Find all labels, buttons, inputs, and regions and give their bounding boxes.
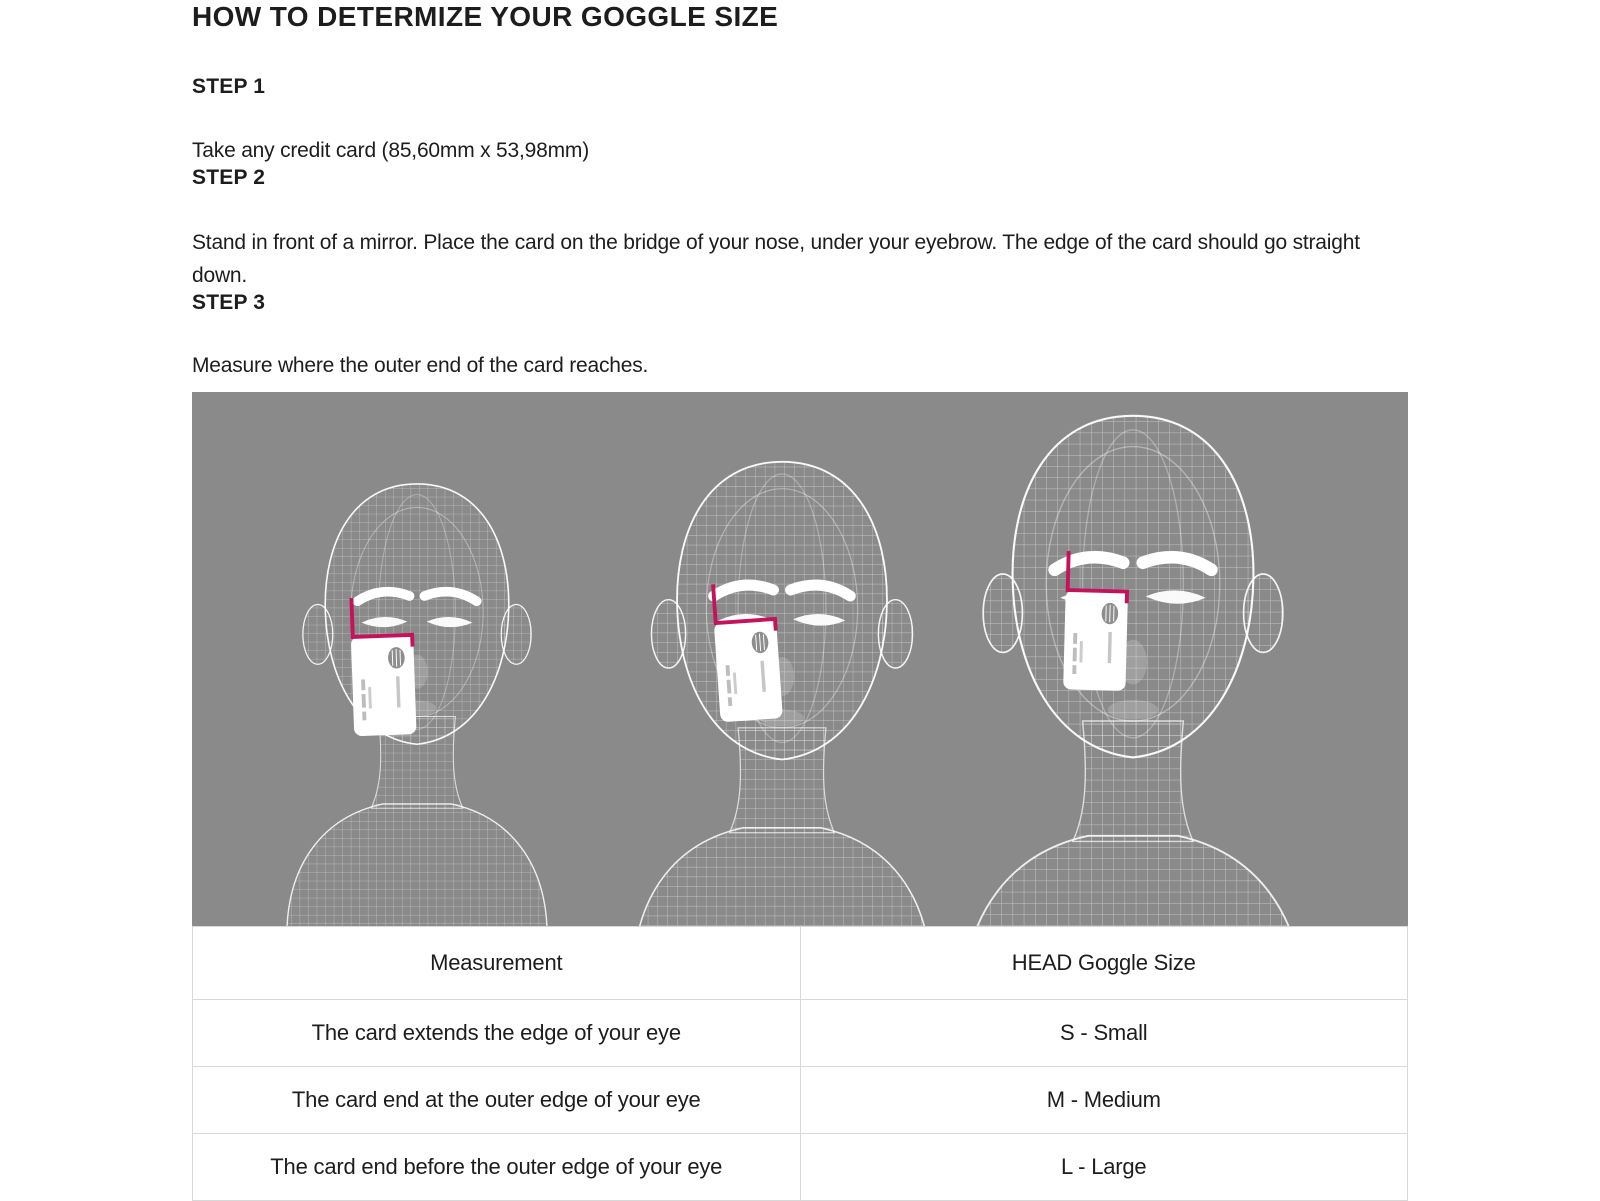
step-3-label: STEP 3 (192, 291, 266, 314)
table-row (193, 1000, 1408, 1067)
page-title: HOW TO DETERMIZE YOUR GOGGLE SIZE (192, 1, 779, 32)
credit-card-overlay-medium (705, 575, 793, 728)
table-row (193, 1134, 1408, 1201)
measurement-cell: The card extends the edge of your eye (193, 1000, 801, 1067)
step-1-text: Take any credit card (85,60mm x 53,98mm) (192, 139, 589, 162)
table-header-goggle-size: HEAD Goggle Size (800, 927, 1408, 1000)
measurement-cell: The card end before the outer edge of your eye (193, 1134, 801, 1201)
table-header-measurement: Measurement (193, 927, 801, 1000)
size-table (192, 926, 1408, 1201)
size-guide-figure (192, 392, 1408, 926)
credit-card-overlay-small (343, 592, 426, 743)
step-1-label: STEP 1 (192, 75, 266, 98)
size-cell: M - Medium (800, 1067, 1408, 1134)
step-2-label: STEP 2 (192, 166, 266, 189)
table-header-row (193, 927, 1408, 1000)
step-2-text: Stand in front of a mirror. Place the card on the bridge of your nose, under your eyebrow. The edge of the card should go straight down. (192, 231, 1360, 287)
measurement-cell: The card end at the outer edge of your eye (193, 1067, 801, 1134)
size-cell: L - Large (800, 1134, 1408, 1201)
step-3-text: Measure where the outer end of the card reaches. (192, 354, 649, 377)
table-row (193, 1067, 1408, 1134)
size-cell: S - Small (800, 1000, 1408, 1067)
credit-card-overlay-large (1057, 547, 1139, 697)
